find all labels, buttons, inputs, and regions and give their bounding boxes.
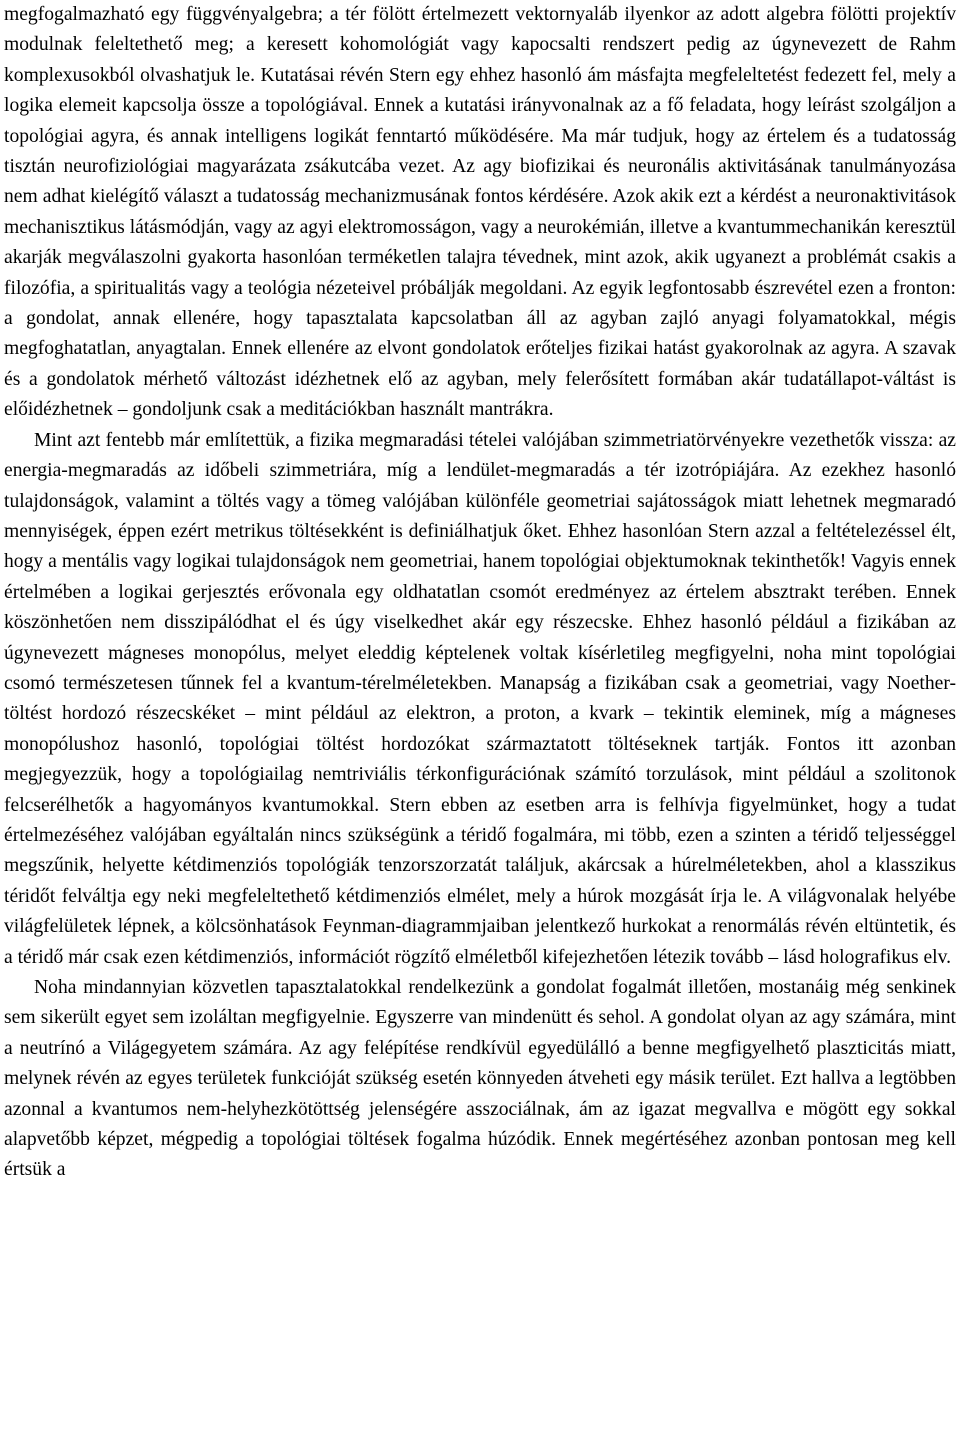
paragraph-1: megfogalmazható egy függvényalgebra; a tér fölött értelmezett vektornyaláb ilyenkor az adott algebra fölötti projektív modulnak feleltethető meg; a keresett kohomológiát vagy kapocsalti rendszert pedig az úgynevezett de Rahm komplexusokból olvashatjuk le. Kutatásai révén Stern egy ehhez hasonló ám másfajta megfeleltetést fedezett fel, mely a logika elemeit kapcsolja össze a topológiával. Ennek a kutatási irányvonalnak az a fő feladata, hogy leírást szolgáljon a topológiai agyra, és annak intelligens logikát fenntartó működésére. Ma már tudjuk, hogy az értelem és a tudatosság tisztán neurofiziológiai magyarázata zsákutcába vezet. Az agy biofizikai és neuronális aktivitásának tanulmányozása nem adhat kielégítő választ a tudatosság mechanizmusának fontos kérdésére. Azok akik ezt a kérdést a neuronaktivitások mechanisztikus látásmódján, vagy az agyi elektromosságon, vagy a neurokémián, illetve a kvantummechanikán keresztül akarják megválaszolni gyakorta hasonlóan terméketlen talajra tévednek, mint azok, akik ugyanezt a problémát csakis a filozófia, a spiritualitás vagy a teológia nézeteivel próbálják megoldani. Az egyik legfontosabb észrevétel ezen a fronton: a gondolat, annak ellenére, hogy tapasztalata kapcsolatban áll az agyban zajló anyagi folyamatokkal, mégis megfoghatatlan, anyagtalan. Ennek ellenére az elvont gondolatok erőteljes fizikai hatást gyakorolnak az agyra. A szavak és a gondolatok mérhető változást idézhetnek elő az agyban, mely felerősített formában akár tudatállapot-váltást is előidézhetnek – gondoljunk csak a meditációkban használt mantrákra. — [4, 4, 956, 421]
paragraph-2: Mint azt fentebb már említettük, a fizika megmaradási tételei valójában szimmetriatörvényekre vezethetők vissza: az energia-megmaradás az időbeli szimmetriára, míg a lendület-megmaradás a tér izotrópiájára. Az ezekhez hasonló tulajdonságok, valamint a töltés vagy a tömeg valójában különféle geometriai sajátosságok miatt lehetnek megmaradó mennyiségek, éppen ezért metrikus töltésekként is definiálhatjuk őket. Ehhez hasonlóan Stern azzal a feltételezéssel élt, hogy a mentális vagy logikai tulajdonságok nem geometriai, hanem topológiai objektumoknak tekinthetők! Vagyis ennek értelmében a logikai gerjesztés erővonala egy oldhatatlan csomót eredményez az értelem absztrakt terében. Ennek köszönhetően nem disszipálódhat el és úgy viselkedhet akár egy részecske. Ehhez hasonló például a fizikában az úgynevezett mágneses monopólus, melyet eleddig képtelenek voltak kísérletileg megfigyelni, noha mint topológiai csomó természetesen tűnnek fel a kvantum-térelméletekben. Manapság a fizikában csak a geometriai, vagy Noether-töltést hordozó részecskéket – mint például az elektron, a proton, a kvark – tekintik eleminek, míg a mágneses monopólushoz hasonló, topológiai töltést hordozókat származtatott töltéseknek tartják. Fontos itt azonban megjegyezzük, hogy a topológiailag nemtriviális térkonfigurációnak számító torzulások, mint például a szolitonok felcserélhetők a hagyományos kvantumokkal. Stern ebben az esetben arra is felhívja figyelmünket, hogy a tudat értelmezéséhez valójában egyáltalán nincs szükségünk a téridő fogalmára, mi több, ezen a szinten a téridő teljességgel megszűnik, helyette kétdimenziós topológiák tenzorszorzatát találjuk, akárcsak a húrelméletekben, ahol a klasszikus téridőt felváltja egy neki megfeleltethető kétdimenziós elmélet, mely a húrok mozgását írja le. A világvonalak helyébe világfelületek lépnek, a kölcsönhatások Feynman-diagrammjaiban jelentkező hurkokat a renormálás révén eltüntetik, és a téridő már csak ezen kétdimenziós, információt rögzítő elméletből kifejezhetően létezik tovább – lásd holografikus elv. — [4, 429, 956, 968]
document-page — [4, 0, 956, 1186]
paragraph-3: Noha mindannyian közvetlen tapasztalatokkal rendelkezünk a gondolat fogalmát illetően, mostanáig még senkinek sem sikerült egyet sem izoláltan megfigyelnie. Egyszerre van mindenütt és sehol. A gondolat olyan az agy számára, mint a neutrínó a Világegyetem számára. Az agy felépítése rendkívül egyedülálló a benne megfigyelhető plaszticitás miatt, melynek révén az egyes területek funkcióját szükség esetén könnyeden átveheti egy másik terület. Ezt hallva a legtöbben azonnal a kvantumos nem-helyhezkötöttség jelenségére asszociálnak, ám az igazat megvallva e mögött egy sokkal alapvetőbb képzet, mégpedig a topológiai töltések fogalma húzódik. Ennek megértéséhez azonban pontosan meg kell értsük a — [4, 977, 956, 1181]
